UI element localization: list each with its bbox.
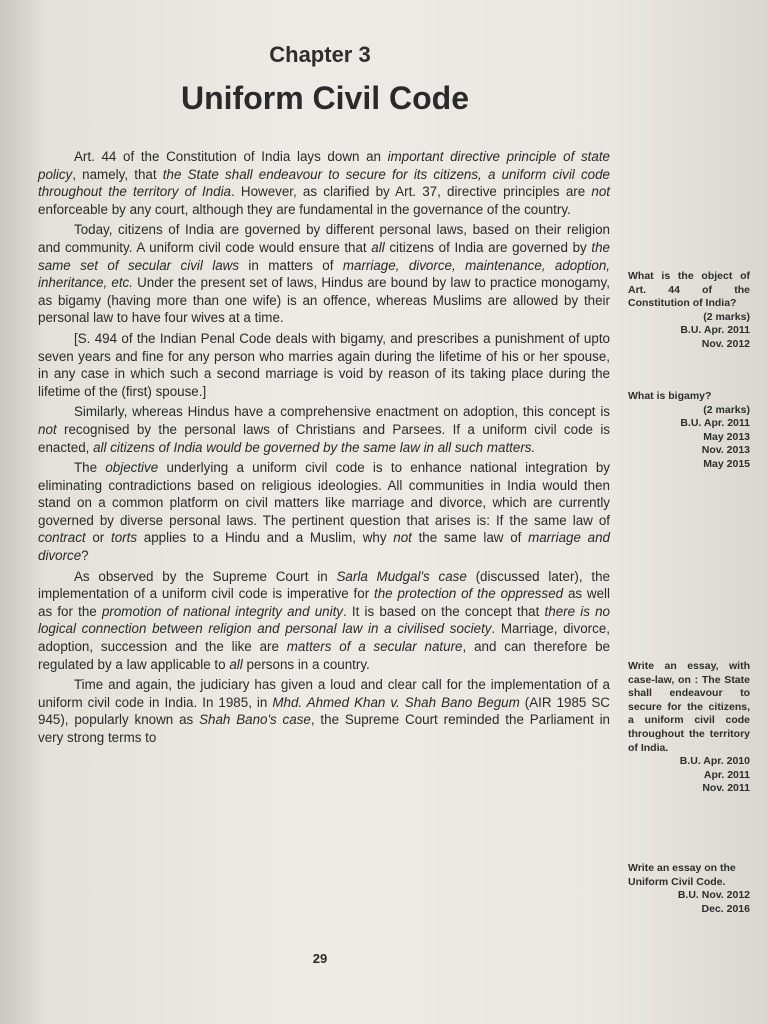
side-note-ref: B.U. Apr. 2010 xyxy=(679,755,750,768)
emphasis-text: the same set of secular civil laws xyxy=(38,239,610,273)
side-note-ref: Nov. 2011 xyxy=(702,782,750,795)
text-run: Time and again, the judiciary has given a loud and clear call for the implementation of a uniform civil code in India. In 1985, in xyxy=(38,677,610,710)
paragraph xyxy=(38,676,610,746)
emphasis-text: important directive principle of state policy xyxy=(38,149,610,182)
chapter-title: Uniform Civil Code xyxy=(180,80,469,116)
side-note-question: Write an essay, with case-law, on : The State shall endeavour to secure for the citizens, a uniform civil code throughout the territory of India. xyxy=(628,660,750,754)
paragraph xyxy=(38,459,610,565)
text-run: applies to a Hindu and a Muslim, why xyxy=(137,530,394,546)
text-run: [S. 494 of the Indian Penal Code deals with bigamy, and prescribes a punishment of upto seven years and fine for any person who marries again during the lifetime of his or her spouse, in any case in which such a second marriage is void by reason of its taking place during the lifetime of the (first) spouse.] xyxy=(38,330,610,399)
paragraph xyxy=(38,221,610,327)
paragraph xyxy=(38,403,610,456)
emphasis-text: the protection of the oppressed xyxy=(374,586,564,602)
side-note-ref: B.U. Apr. 2011 xyxy=(680,324,750,337)
text-run: . It is based on the concept that xyxy=(343,603,545,619)
text-run: or xyxy=(85,530,111,546)
emphasis-text: Shah Bano's case xyxy=(199,712,311,728)
chapter-label: Chapter 3 xyxy=(269,42,371,67)
emphasis-text: not xyxy=(38,421,57,437)
text-run: recognised by the personal laws of Christians and Parsees. If a uniform civil code is enacted, xyxy=(38,421,610,455)
side-note-ref: Dec. 2016 xyxy=(701,902,750,915)
side-note xyxy=(628,390,750,472)
emphasis-text: contract xyxy=(38,530,86,546)
side-note xyxy=(628,862,750,916)
body-text xyxy=(38,148,610,750)
text-run: (AIR 1985 SC 945), popularly known as xyxy=(38,694,610,728)
side-note-question: What is the object of Art. 44 of the Constitution of India? xyxy=(628,270,750,310)
text-run: underlying a uniform civil code is to enhance national integration by eliminating contradictions based on religious ideologies. All communities in India would then stand on a common platform on civil matters like marriage and divorce, which are currently governed by diverse personal laws. The pertinent question that arises is: If the same law of xyxy=(38,460,610,528)
emphasis-text: objective xyxy=(105,460,159,476)
side-note-marks: (2 marks) xyxy=(703,403,750,416)
paragraph xyxy=(38,330,610,400)
side-note-ref: B.U. Nov. 2012 xyxy=(677,889,750,902)
side-note-ref: May 2013 xyxy=(703,430,750,443)
emphasis-text: the State shall endeavour to secure for its citizens, a uniform civil code throughout the territory of India xyxy=(38,166,610,200)
side-note-question: What is bigamy? xyxy=(628,390,712,402)
side-note-ref: Apr. 2011 xyxy=(703,768,750,781)
paragraph xyxy=(38,148,610,218)
side-note-marks: (2 marks) xyxy=(703,310,750,323)
text-run: The xyxy=(74,460,106,476)
emphasis-text: not xyxy=(393,530,412,546)
emphasis-text: Sarla Mudgal's case xyxy=(336,568,467,584)
emphasis-text: matters of a secular nature xyxy=(286,639,463,655)
side-note xyxy=(628,660,750,796)
text-run: enforceable by any court, although they are fundamental in the governance of the country. xyxy=(38,201,571,217)
text-run: the same law of xyxy=(411,530,529,546)
side-note-ref: Nov. 2013 xyxy=(701,444,750,457)
emphasis-text: marriage and divorce xyxy=(38,530,610,564)
text-run: citizens of India are governed by xyxy=(384,239,592,255)
text-run: Under the present set of laws, Hindus are bound by law to practice monogamy, as bigamy (having more than one wife) is an offence, whereas Muslims are allowed by their personal law to have four wives at a time. xyxy=(38,275,610,326)
paragraph xyxy=(38,568,610,674)
emphasis-text: not xyxy=(591,184,610,200)
emphasis-text: all xyxy=(371,239,385,255)
text-run: , the Supreme Court reminded the Parliament in very strong terms to xyxy=(38,712,610,745)
side-note-ref: Nov. 2012 xyxy=(701,337,750,350)
text-run: Art. 44 of the Constitution of India lays down an xyxy=(74,149,388,164)
text-run: as well as for the xyxy=(38,586,610,619)
emphasis-text: all citizens of India would be governed by the same law in all such matters. xyxy=(93,439,536,455)
emphasis-text: Mhd. Ahmed Khan v. Shah Bano Begum xyxy=(272,694,520,710)
emphasis-text: torts xyxy=(110,530,138,546)
text-run: , namely, that xyxy=(72,166,163,182)
emphasis-text: marriage, divorce, maintenance, adoption, inheritance, etc. xyxy=(38,257,610,291)
text-run: Today, citizens of India are governed by different personal laws, based on their religion and community. A uniform civil code would ensure that xyxy=(38,222,610,255)
text-run: , and can therefore be regulated by a law applicable to xyxy=(38,639,610,672)
side-note xyxy=(628,270,750,352)
emphasis-text: there is no logical connection between religion and personal law in a civilised society xyxy=(38,603,610,637)
side-note-ref: May 2015 xyxy=(703,457,750,470)
page-number: 29 xyxy=(312,951,328,966)
side-note-question: Write an essay on the Uniform Civil Code. xyxy=(628,862,736,888)
text-run: (discussed later), the implementation of a uniform civil code is imperative for xyxy=(38,568,611,602)
emphasis-text: all xyxy=(229,656,243,672)
text-run: . Marriage, divorce, adoption, succession and the like are xyxy=(38,621,610,655)
text-run: Similarly, whereas Hindus have a comprehensive enactment on adoption, this concept is xyxy=(74,404,610,420)
text-run: in matters of xyxy=(239,257,343,273)
side-note-ref: B.U. Apr. 2011 xyxy=(680,417,750,430)
text-run: As observed by the Supreme Court in xyxy=(74,568,337,584)
text-run: persons in a country. xyxy=(242,656,370,672)
text-run: . However, as clarified by Art. 37, directive principles are xyxy=(231,184,592,200)
text-run: ? xyxy=(81,548,89,564)
emphasis-text: promotion of national integrity and unity xyxy=(101,603,343,619)
